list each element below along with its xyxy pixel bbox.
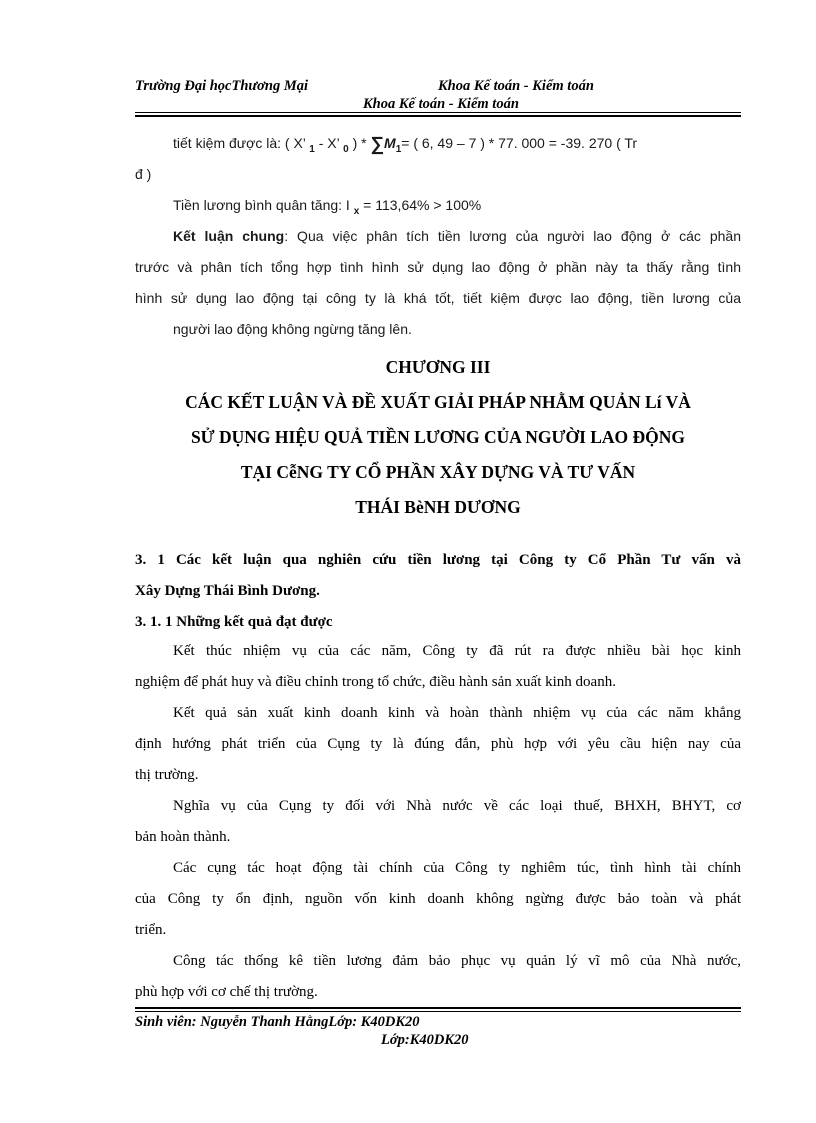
- paragraph-2-line-3: thị trường.: [135, 767, 199, 783]
- section-heading-3-1-1: 3. 1. 1 Những kết quả đạt được: [135, 614, 333, 630]
- conclusion-line-1: Kết luận chung: Qua việc phân tích tiền lương của người lao động ở các phần: [173, 228, 741, 244]
- conclusion-line-3: hình sử dụng lao động tại công ty là khá tốt, tiết kiệm được lao động, tiền lương của: [135, 290, 741, 306]
- chapter-title-line-4: THÁI BèNH DƯƠNG: [355, 497, 521, 517]
- paragraph-2-line-1: Kết quả sản xuất kinh doanh kinh và hoàn thành nhiệm vụ của các năm khẳng: [173, 705, 741, 721]
- paragraph-1-line-2: nghiệm để phát huy và điều chỉnh trong tổ chức, điều hành sản xuất kinh doanh.: [135, 674, 616, 690]
- intro-block: [135, 128, 741, 345]
- paragraph-1-line-1: Kết thúc nhiệm vụ của các năm, Công ty đã rút ra được nhiều bài học kinh: [173, 643, 741, 659]
- conclusion-line-4: người lao động không ngừng tăng lên.: [173, 321, 412, 337]
- chapter-title-line-2: SỬ DỤNG HIỆU QUẢ TIỀN LƯƠNG CỦA NGƯỜI LAO ĐỘNG: [190, 427, 686, 447]
- paragraph-3-line-1: Nghĩa vụ của Cụng ty đối với Nhà nước về các loại thuế, BHXH, BHYT, cơ: [173, 798, 741, 814]
- section-heading-3-1: [135, 545, 741, 638]
- footer-rule-thin: [135, 1011, 741, 1012]
- paragraph-4-line-3: triển.: [135, 922, 167, 938]
- chapter-number: CHƯƠNG III: [385, 357, 491, 377]
- chapter-heading: [135, 350, 741, 525]
- header-school: Trường Đại họcThương Mại: [135, 78, 308, 94]
- paragraph-4-line-2: của Công ty ổn định, nguồn vốn kinh doanh không ngừng được bảo toàn và phát: [135, 891, 741, 907]
- paragraph-5-line-2: phù hợp với cơ chế thị trường.: [135, 984, 318, 1000]
- conclusion-line-2: trước và phân tích tổng hợp tình hình sử dụng lao động ở phần này ta thấy rằng tình: [135, 259, 741, 275]
- body-paragraphs: [135, 636, 741, 1008]
- formula-line: tiết kiệm được là: ( X’ $_1$ - X’ $_0$ ) * $\sum M_1=$ ( 6, 49 – 7 ) * 77. 000 = -39. 270 ( Tr: [173, 134, 638, 155]
- header-rule-thick: [135, 115, 741, 117]
- avg-wage-line: Tiền lương bình quân tăng: I $_x$ = 113,64% > 100%: [173, 197, 482, 217]
- header-faculty-repeat: Khoa Kế toán - Kiểm toán: [363, 96, 519, 112]
- formula-unit-line: đ ): [135, 166, 152, 182]
- footer-rule-thick: [135, 1007, 741, 1009]
- chapter-title-line-3: TẠI CễNG TY CỔ PHẦN XÂY DỰNG VÀ TƯ VẤN: [240, 462, 636, 482]
- header-faculty: Khoa Kế toán - Kiểm toán: [438, 78, 594, 94]
- header-rule-thin: [135, 112, 741, 113]
- footer-class: Lớp:K40DK20: [381, 1032, 469, 1048]
- paragraph-3-line-2: bản hoàn thành.: [135, 829, 231, 845]
- paragraph-5-line-1: Công tác thống kê tiền lương đảm bảo phục vụ quản lý vĩ mô của Nhà nước,: [173, 953, 741, 969]
- paragraph-4-line-1: Các cụng tác hoạt động tài chính của Công ty nghiêm túc, tình hình tài chính: [173, 860, 741, 876]
- chapter-title-line-1: CÁC KẾT LUẬN VÀ ĐỀ XUẤT GIẢI PHÁP NHẰM QUẢN Lí VÀ: [185, 392, 691, 412]
- sigma-symbol: ∑: [370, 134, 385, 155]
- footer-student: Sinh viên: Nguyễn Thanh HằngLớp: K40DK20: [135, 1014, 420, 1030]
- section-3-1-line-1: 3. 1 Các kết luận qua nghiên cứu tiền lương tại Công ty Cổ Phần Tư vấn và: [135, 552, 741, 568]
- section-3-1-line-2: Xây Dựng Thái Bình Dương.: [135, 583, 320, 599]
- paragraph-2-line-2: định hướng phát triển của Cụng ty là đúng đắn, phù hợp với yêu cầu hiện nay của: [135, 736, 741, 752]
